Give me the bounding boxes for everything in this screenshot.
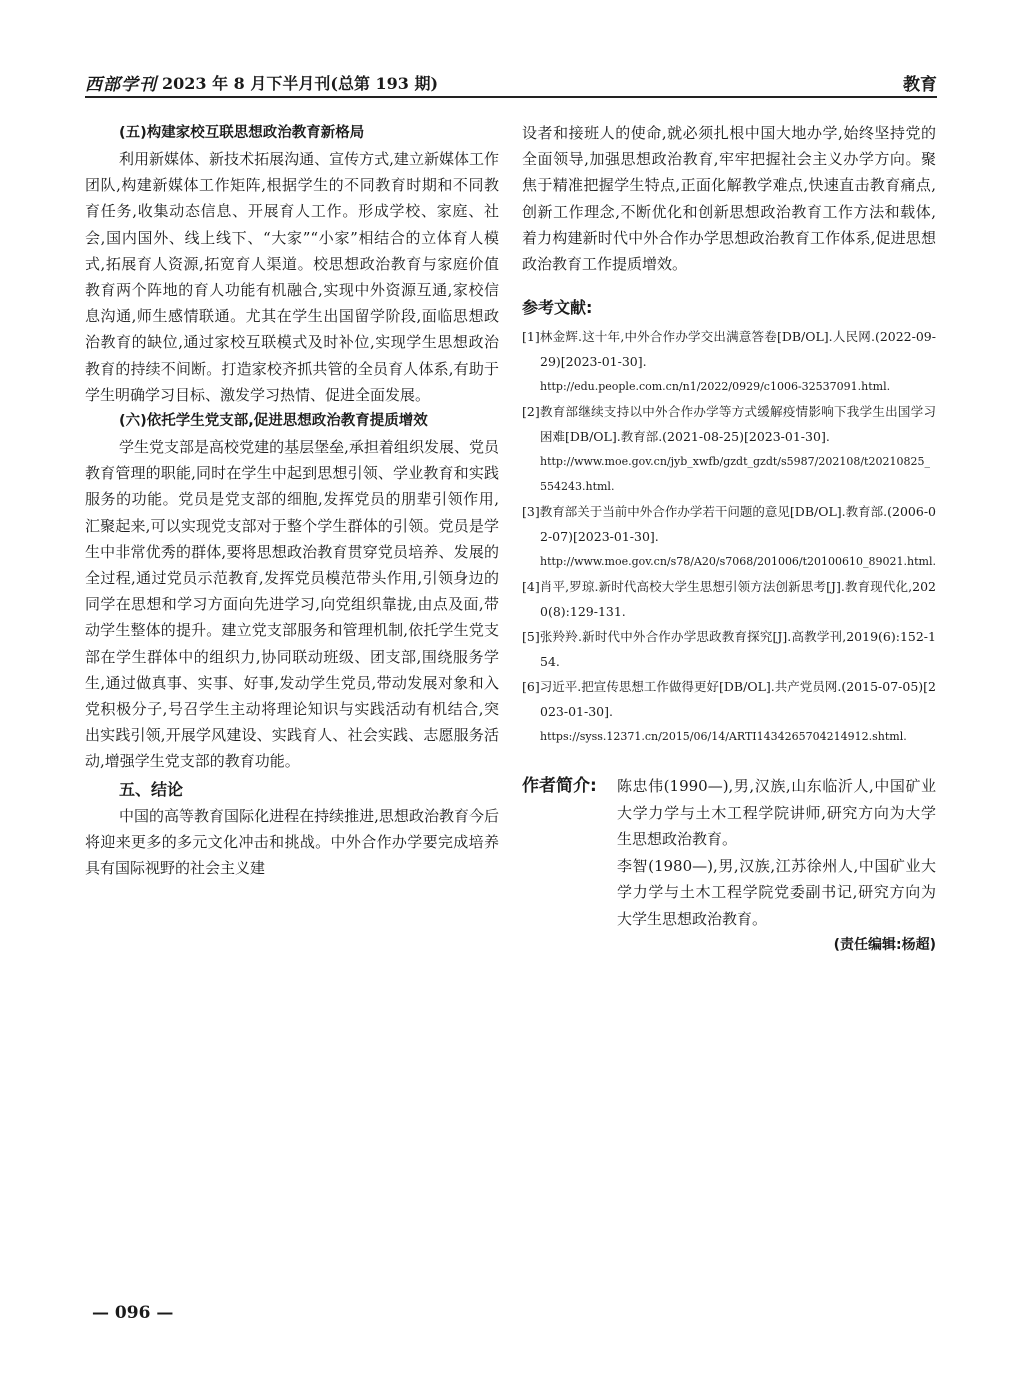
author-bio — [522, 773, 936, 932]
editor-credit: (责任编辑:杨超) — [833, 937, 936, 954]
paragraph-conclusion: 中国的高等教育国际化进程在持续推进,思想政治教育今后将迎来更多的多元文化冲击和挑战。中外合作办学要完成培养具有国际视野的社会主义建 — [85, 806, 499, 878]
references-heading: 参考文献: — [522, 298, 593, 318]
reference-text: [3]教育部关于当前中外合作办学若干问题的意见[DB/OL].教育部.(2006-02-07)[2023-01-30]. — [522, 504, 936, 545]
right-column — [522, 120, 936, 954]
author-bio-2: 李智(1980—),男,汉族,江苏徐州人,中国矿业大学力学与土木工程学院党委副书记,研究方向为大学生思想政治教育。 — [617, 856, 936, 928]
page-number: — 096 — — [92, 1303, 174, 1323]
reference-text: [5]张羚羚.新时代中外合作办学思政教育探究[J].高教学刊,2019(6):152-154. — [522, 629, 936, 670]
reference-url: http://www.moe.gov.cn/jyb_xwfb/gzdt_gzdt/s5987/202108/t20210825_554243.html. — [540, 455, 930, 494]
reference-text: [1]林金辉.这十年,中外合作办学交出满意答卷[DB/OL].人民网.(2022-09-29)[2023-01-30]. — [522, 329, 936, 370]
reference-item — [522, 624, 936, 674]
reference-item — [522, 399, 936, 499]
section-name: 教育 — [903, 75, 937, 95]
reference-text: [6]习近平.把宣传思想工作做得更好[DB/OL].共产党员网.(2015-07-05)[2023-01-30]. — [522, 679, 936, 720]
journal-name: 西部学刊 — [85, 75, 157, 95]
reference-item — [522, 324, 936, 399]
reference-item — [522, 574, 936, 624]
reference-url: https://syss.12371.cn/2015/06/14/ARTI1434265704214912.shtml. — [540, 730, 907, 744]
author-bio-1: 陈忠伟(1990—),男,汉族,山东临沂人,中国矿业大学力学与土木工程学院讲师,研究方向为大学生思想政治教育。 — [617, 777, 936, 849]
section-heading-conclusion: 五、结论 — [119, 779, 184, 799]
reference-text: [4]肖平,罗琼.新时代高校大学生思想引领方法创新思考[J].教育现代化,2020(8):129-131. — [522, 579, 936, 620]
paragraph-conclusion-continued: 设者和接班人的使命,就必须扎根中国大地办学,始终坚持党的全面领导,加强思想政治教育,牢牢把握社会主义办学方向。聚焦于精准把握学生特点,正面化解教学难点,快速直击教育痛点,创新工作理念,不断优化和创新思想政治教育工作方法和载体,着力构建新时代中外合作办学思想政治教育工作体系,促进思想政治教育工作提质增效。 — [522, 124, 936, 274]
reference-url: http://edu.people.com.cn/n1/2022/0929/c1006-32537091.html. — [540, 380, 891, 394]
reference-item — [522, 499, 936, 574]
reference-text: [2]教育部继续支持以中外合作办学等方式缓解疫情影响下我学生出国学习困难[DB/OL].教育部.(2021-08-25)[2023-01-30]. — [522, 404, 936, 445]
reference-url: http://www.moe.gov.cn/s78/A20/s7068/201006/t20100610_89021.html. — [540, 555, 936, 569]
subsection-heading-5: (五)构建家校互联思想政治教育新格局 — [119, 125, 365, 141]
reference-item — [522, 674, 936, 749]
issue-info: 2023 年 8 月下半月刊(总第 193 期) — [162, 74, 439, 93]
subsection-heading-6: (六)依托学生党支部,促进思想政治教育提质增效 — [119, 413, 428, 430]
reference-list — [522, 324, 936, 749]
paragraph-6: 学生党支部是高校党建的基层堡垒,承担着组织发展、党员教育管理的职能,同时在学生中起到思想引领、学业教育和实践服务的功能。党员是党支部的细胞,发挥党员的朋辈引领作用,汇聚起来,可以实现党支部对于整个学生群体的引领。党员是学生中非常优秀的群体,要将思想政治教育贯穿党员培养、发展的全过程,通过党员示范教育,发挥党员模范带头作用,引领身边的同学在思想和学习方面向先进学习,向党组织靠拢,由点及面,带动学生整体的提升。建立党支部服务和管理机制,依托学生党支部在学生群体中的组织力,协同联动班级、团支部,围绕服务学生,通过做真事、实事、好事,发动学生党员,带动发展对象和入党积极分子,号召学生主动将理论知识与实践活动有机结合,突出实践引领,开展学风建设、实践育人、社会实践、志愿服务活动,增强学生党支部的教育功能。 — [85, 438, 499, 771]
author-bio-label: 作者简介: — [522, 776, 597, 797]
running-header — [85, 68, 937, 98]
paragraph-5: 利用新媒体、新技术拓展沟通、宣传方式,建立新媒体工作团队,构建新媒体工作矩阵,根据学生的不同教育时期和不同教育任务,收集动态信息、开展育人工作。形成学校、家庭、社会,国内国外、线上线下、“大家”“小家”相结合的立体育人模式,拓展育人资源,拓宽育人渠道。校思想政治教育与家庭价值教育两个阵地的育人功能有机融合,实现中外资源互通,家校信息沟通,师生感情联通。尤其在学生出国留学阶段,面临思想政治教育的缺位,通过家校互联模式及时补位,实现学生思想政治教育的持续不间断。打造家校齐抓共管的全员育人体系,有助于学生明确学习目标、激发学习热情、促进全面发展。 — [85, 150, 499, 404]
left-column — [85, 120, 499, 881]
